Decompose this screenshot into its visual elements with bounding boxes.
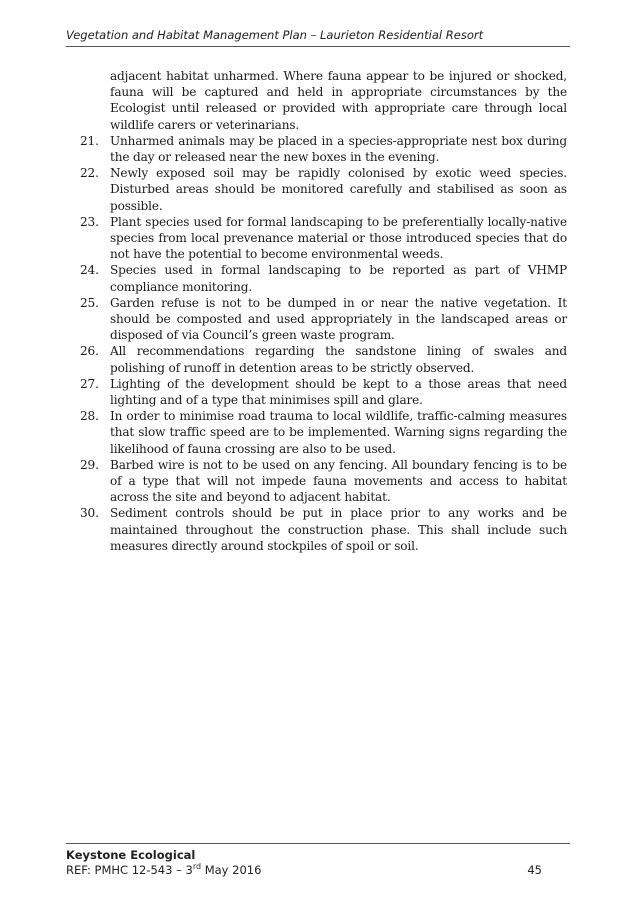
document-body <box>80 68 567 554</box>
list-item <box>80 214 567 263</box>
item-number: 27. <box>80 376 99 391</box>
item-text: Garden refuse is not to be dumped in or near the native vegetation. It should be composted and used appropriately in the landscaped areas or disposed of via Council’s green waste program. <box>110 295 567 343</box>
list-item <box>80 165 567 214</box>
item-number: 28. <box>80 409 99 424</box>
item-text: Barbed wire is not to be used on any fencing. All boundary fencing is to be of a type that will not impede fauna movements and access to habitat across the site and beyond to adjacent habitat. <box>110 457 567 505</box>
item-number: 25. <box>80 295 99 310</box>
continuation-paragraph: adjacent habitat unharmed. Where fauna appear to be injured or shocked, fauna will be captured and held in appropriate circumstances by the Ecologist until released or provided with appropriate care through local wildlife carers or veterinarians. <box>110 69 567 132</box>
item-number: 24. <box>80 263 99 278</box>
list-item <box>80 343 567 375</box>
company-name: Keystone Ecological <box>66 848 196 862</box>
list-item <box>80 457 567 506</box>
page-header <box>66 28 570 47</box>
item-text: In order to minimise road trauma to local wildlife, traffic-calming measures that slow traffic speed are to be implemented. Warning signs regarding the likelihood of fauna crossing are also to be used. <box>110 409 567 456</box>
item-number: 29. <box>80 457 99 472</box>
item-text: Unharmed animals may be placed in a species-appropriate nest box during the day or released near the new boxes in the evening. <box>110 133 567 165</box>
item-text: Plant species used for formal landscaping to be preferentially locally-native species from local prevenance material or those introduced species that do not have the potential to become environmental weeds. <box>110 214 567 262</box>
item-number: 26. <box>80 344 99 359</box>
item-number: 22. <box>80 166 99 181</box>
item-text: Newly exposed soil may be rapidly colonised by exotic weed species. Disturbed areas should be monitored carefully and stabilised as soon as possible. <box>110 166 567 213</box>
page-number: 45 <box>527 863 542 877</box>
recommendations-list <box>80 133 567 554</box>
page-footer <box>66 843 570 878</box>
item-text: Sediment controls should be put in place prior to any works and be maintained throughout the construction phase. This shall include such measures directly around stockpiles of spoil or soil. <box>110 506 567 553</box>
reference-text <box>66 863 261 878</box>
list-item <box>80 262 567 294</box>
item-number: 21. <box>80 133 99 148</box>
footer-ref-line <box>66 863 570 878</box>
item-text: All recommendations regarding the sandstone lining of swales and polishing of runoff in detention areas to be strictly observed. <box>110 344 567 375</box>
item-text: Species used in formal landscaping to be reported as part of VHMP compliance monitoring. <box>110 263 567 294</box>
reference-ordinal: rd <box>192 862 202 872</box>
item-number: 23. <box>80 214 99 229</box>
list-item <box>80 295 567 344</box>
item-text: Lighting of the development should be kept to a those areas that need lighting and of a type that minimises spill and glare. <box>110 376 567 408</box>
reference-suffix: May 2016 <box>201 863 262 877</box>
header-title: Vegetation and Habitat Management Plan – Laurieton Residential Resort <box>66 28 484 42</box>
item-number: 30. <box>80 506 99 521</box>
list-item <box>80 408 567 457</box>
reference-prefix: REF: PMHC 12-543 – 3 <box>66 863 193 877</box>
list-item <box>80 133 567 165</box>
list-item <box>80 376 567 408</box>
list-item <box>80 505 567 554</box>
